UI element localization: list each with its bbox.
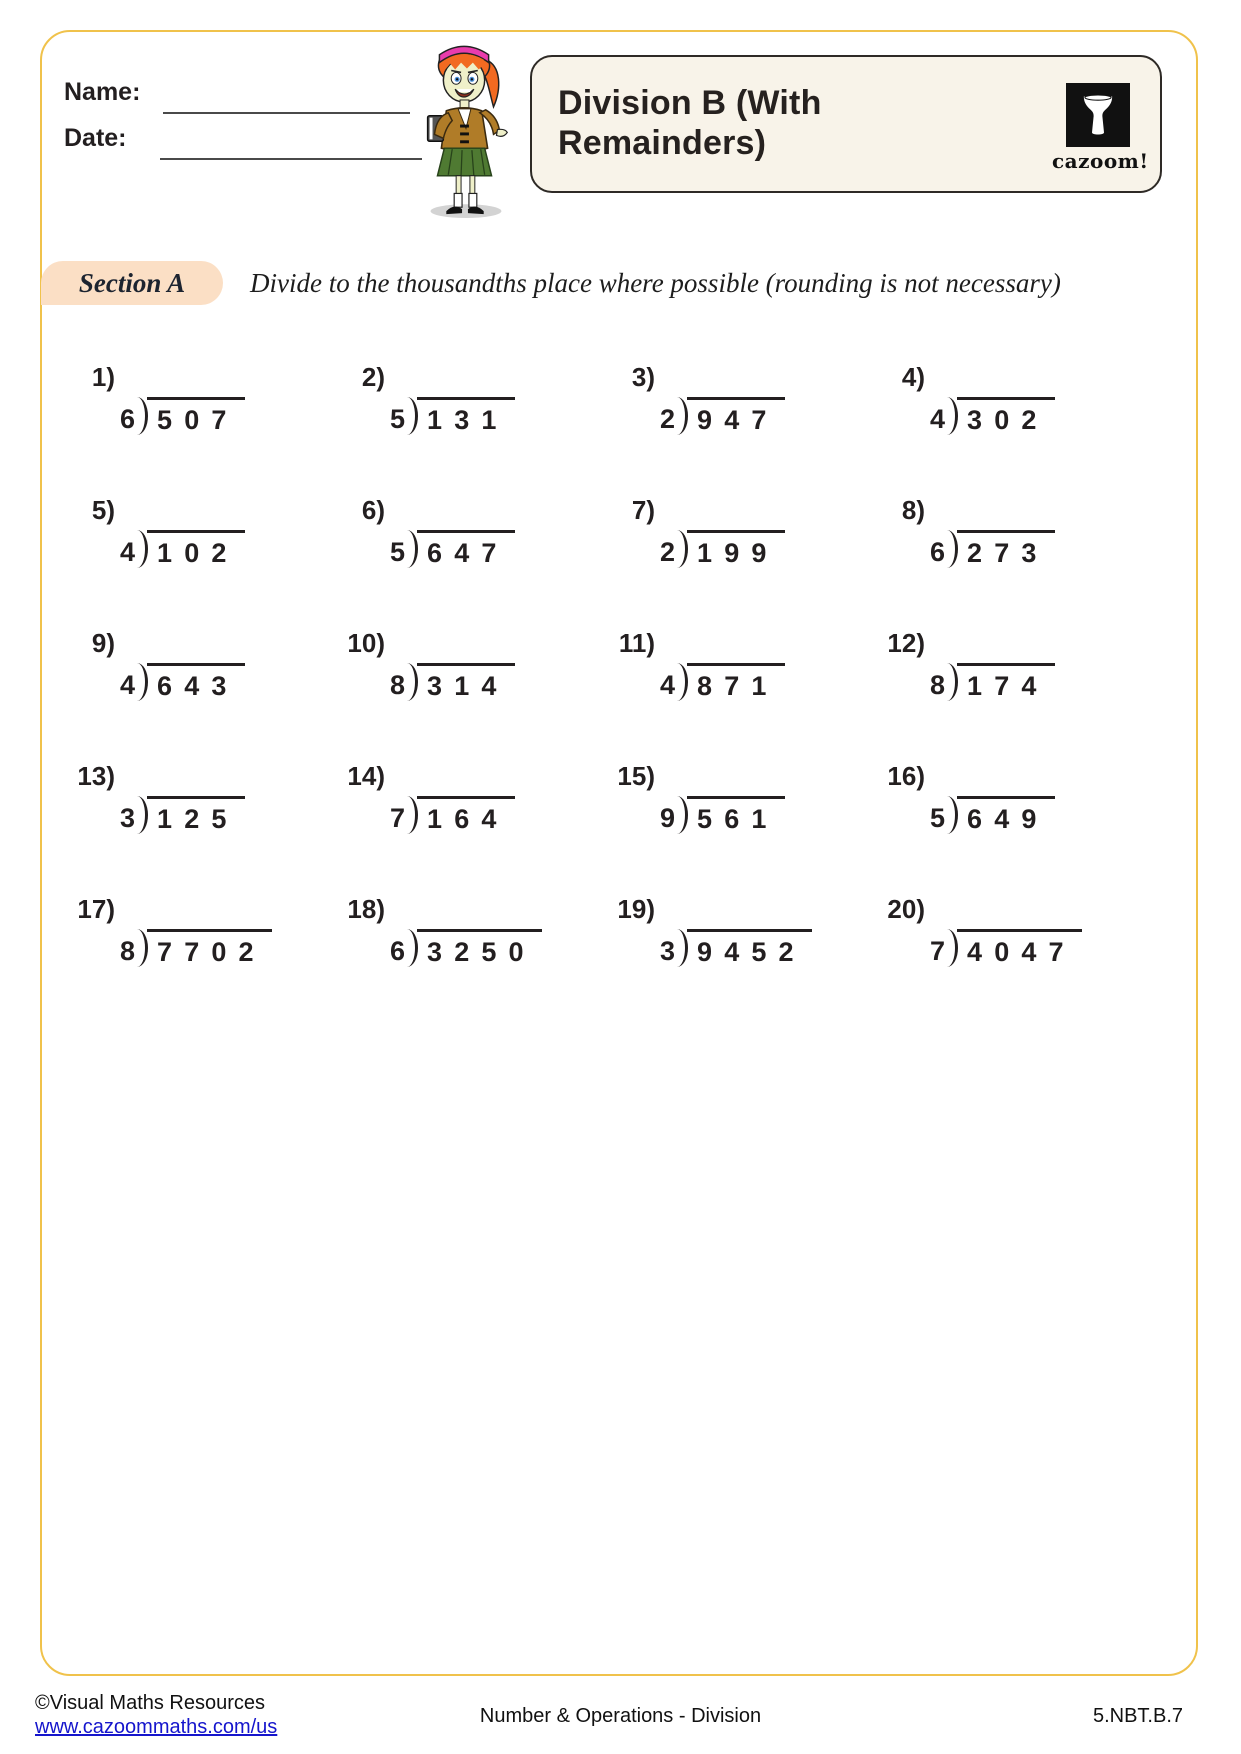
divisor: 9 [660,803,676,833]
dividend: 273 [957,530,1055,569]
divisor: 6 [390,936,406,966]
student-girl-icon [410,38,520,220]
worksheet-title: Division B (With Remainders) [558,84,822,163]
problem-15 [590,761,860,894]
problem-number: 2) [361,362,385,392]
worksheet-topic: Number & Operations - Division [479,1705,762,1727]
problem-number: 20) [887,894,925,924]
section-a-tab [41,261,223,305]
long-division-expression [390,663,515,702]
long-division-expression [930,796,1055,835]
problem-11 [590,628,860,761]
date-label: Date: [64,124,127,152]
problem-19 [590,894,860,1027]
problem-5 [50,495,320,628]
student-girl-illustration [410,38,520,220]
dividend: 102 [147,530,245,569]
problem-number: 11) [618,628,655,658]
problem-number: 9) [91,628,115,658]
cazoom-logo [1052,83,1149,173]
dividend: 174 [957,663,1055,702]
divisor: 4 [120,537,136,567]
name-label: Name: [64,78,141,106]
long-division-expression [930,397,1055,436]
long-division-expression [390,397,515,436]
problem-1 [50,362,320,495]
problem-number: 5) [91,495,115,525]
djembe-drum-icon [1066,83,1130,147]
long-division-expression [660,530,785,569]
problem-number: 13) [77,761,115,791]
problem-number: 8) [901,495,925,525]
problem-number: 6) [361,495,385,525]
dividend: 643 [147,663,245,702]
problem-number: 15) [617,761,655,791]
problem-3 [590,362,860,495]
divisor: 6 [930,537,946,567]
problem-2 [320,362,590,495]
dividend: 3250 [417,929,542,968]
long-division-expression [930,530,1055,569]
problem-17 [50,894,320,1027]
problem-8 [860,495,1130,628]
long-division-expression [660,929,812,968]
long-division-expression [120,929,272,968]
dividend: 7702 [147,929,272,968]
problem-number: 3) [631,362,655,392]
dividend: 125 [147,796,245,835]
name-line [163,112,410,114]
divisor: 3 [660,936,676,966]
long-division-expression [390,796,515,835]
problem-number: 18) [347,894,385,924]
divisor: 7 [390,803,406,833]
dividend: 649 [957,796,1055,835]
long-division-expression [930,663,1055,702]
dividend: 647 [417,530,515,569]
copyright-text: ©Visual Maths Resources [35,1692,266,1714]
long-division-expression [390,929,542,968]
dividend: 164 [417,796,515,835]
long-division-expression [120,530,245,569]
worksheet-title-box [530,55,1162,193]
divisor: 2 [660,537,676,567]
divisor: 2 [660,404,676,434]
divisor: 8 [120,936,136,966]
problem-number: 16) [887,761,925,791]
problem-4 [860,362,1130,495]
dividend: 561 [687,796,785,835]
divisor: 5 [390,537,406,567]
problem-6 [320,495,590,628]
long-division-expression [120,663,245,702]
problem-number: 7) [631,495,655,525]
cazoom-website-link[interactable]: www.cazoommaths.com/us [35,1716,278,1738]
divisor: 6 [120,404,136,434]
cazoom-logo-text: cazoom! [1052,149,1149,173]
dividend: 314 [417,663,515,702]
problem-number: 14) [347,761,385,791]
dividend: 9452 [687,929,812,968]
section-a-label: Section A [78,267,186,298]
long-division-expression [660,796,785,835]
divisor: 4 [930,404,946,434]
long-division-expression [390,530,515,569]
long-division-expression [660,397,785,436]
problem-number: 19) [617,894,655,924]
dividend: 507 [147,397,245,436]
divisor: 3 [120,803,136,833]
divisor: 5 [390,404,406,434]
divisor: 7 [930,936,946,966]
dividend: 871 [687,663,785,702]
dividend: 199 [687,530,785,569]
long-division-expression [660,663,785,702]
divisor: 8 [930,670,946,700]
divisor: 4 [660,670,676,700]
dividend: 4047 [957,929,1082,968]
divisor: 8 [390,670,406,700]
problems-grid [50,362,1130,1027]
dividend: 131 [417,397,515,436]
problem-20 [860,894,1130,1027]
problem-number: 17) [77,894,115,924]
problem-18 [320,894,590,1027]
problem-10 [320,628,590,761]
problem-14 [320,761,590,894]
section-a-instruction: Divide to the thousandths place where possible (rounding is not necessary) [250,268,1061,298]
date-line [160,158,422,160]
divisor: 4 [120,670,136,700]
long-division-expression [120,796,245,835]
dividend: 302 [957,397,1055,436]
problem-number: 10) [347,628,385,658]
long-division-expression [930,929,1082,968]
problem-13 [50,761,320,894]
problem-9 [50,628,320,761]
standard-code: 5.NBT.B.7 [1092,1705,1183,1727]
problem-7 [590,495,860,628]
problem-number: 4) [901,362,925,392]
divisor: 5 [930,803,946,833]
problem-number: 12) [887,628,925,658]
long-division-expression [120,397,245,436]
problem-12 [860,628,1130,761]
problem-16 [860,761,1130,894]
dividend: 947 [687,397,785,436]
problem-number: 1) [91,362,115,392]
